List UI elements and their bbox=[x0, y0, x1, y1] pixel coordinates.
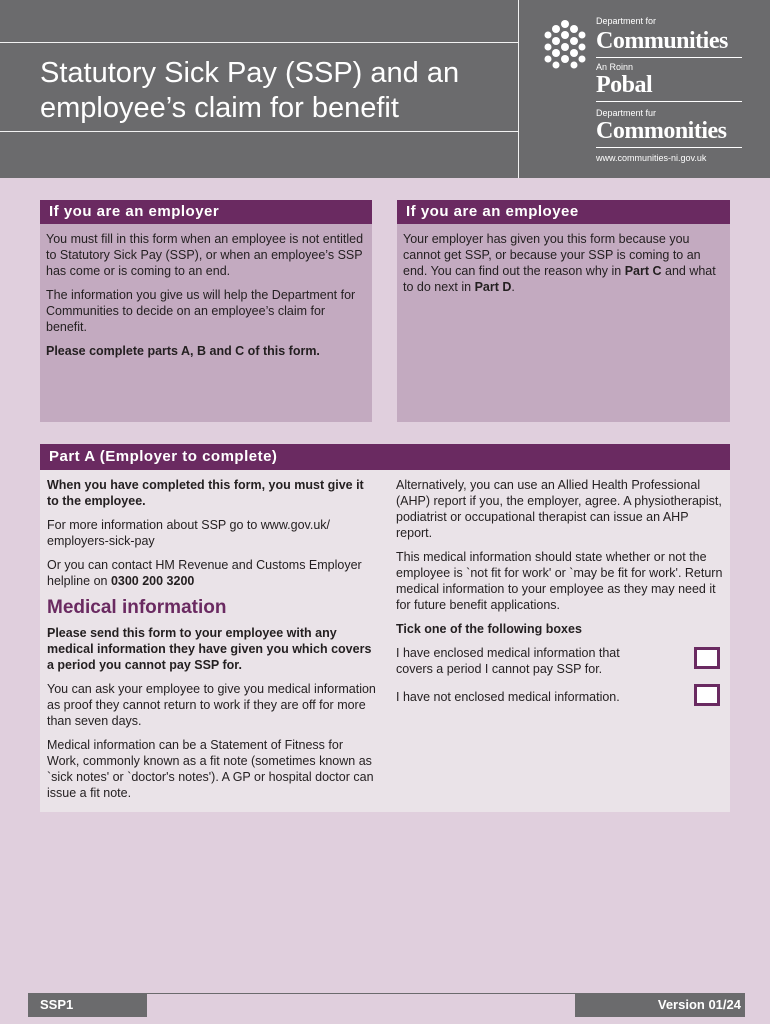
footer-form-code bbox=[28, 993, 147, 1017]
employer-paragraph-2: The information you give us will help the Department for Communities to decide on an employee’s claim for benefit. bbox=[46, 288, 356, 334]
logo-dept-fur: Department fur bbox=[596, 108, 657, 118]
employee-panel bbox=[397, 200, 730, 422]
header-banner bbox=[0, 0, 770, 178]
option-enclosed-row bbox=[396, 645, 726, 677]
employee-panel-body bbox=[403, 231, 722, 303]
logo-url: www.communities-ni.gov.uk bbox=[596, 153, 707, 163]
page-title bbox=[40, 56, 510, 126]
footer-version bbox=[575, 993, 745, 1017]
logo-dept-for: Department for bbox=[596, 16, 657, 26]
hexagon-emblem-icon bbox=[542, 18, 588, 72]
helpline-text: Or you can contact HM Revenue and Customs Employer helpline on bbox=[47, 558, 362, 588]
part-d-ref: Part D bbox=[474, 280, 512, 294]
employee-paragraph bbox=[403, 231, 722, 295]
header-rule-bottom bbox=[0, 131, 518, 132]
header-rule-top bbox=[0, 42, 518, 43]
logo-commonities: Commonities bbox=[596, 118, 727, 144]
logo-rule-3 bbox=[596, 147, 742, 148]
ssp-info-link: For more information about SSP go to www.gov.uk/ employers-sick-pay bbox=[47, 518, 331, 548]
medical-info-title: Medical information bbox=[47, 597, 227, 618]
fitness-paragraph: This medical information should state whether or not the employee is `not fit for work' or `may be fit for work'. Return medical information to your employee as they may need it for future benefit applications. bbox=[396, 550, 723, 612]
medical-instructions: Please send this form to your employee with any medical information they have given you which covers a period you cannot pay SSP for. bbox=[47, 626, 372, 672]
department-logo bbox=[540, 10, 760, 170]
option-not-enclosed-label: I have not enclosed medical information. bbox=[396, 690, 620, 704]
ahp-paragraph: Alternatively, you can use an Allied Health Professional (AHP) report if you, the employer, agree. A physiotherapist, podiatrist or occupational therapist can issue an AHP report. bbox=[396, 478, 722, 540]
employee-text-end: . bbox=[511, 280, 515, 294]
logo-rule-2 bbox=[596, 101, 742, 102]
option-enclosed-checkbox[interactable] bbox=[694, 647, 720, 669]
employer-panel bbox=[40, 200, 372, 422]
part-c-ref: Part C bbox=[624, 264, 662, 278]
form-code-label: SSP1 bbox=[40, 997, 74, 1012]
employee-text-mid: and what to do next in bbox=[403, 264, 716, 294]
logo-pobal: Pobal bbox=[596, 72, 653, 98]
employer-paragraph-1: You must fill in this form when an employee is not entitled to Statutory Sick Pay (SSP), or when an employee’s SSP has come or is coming to an end. bbox=[46, 232, 364, 278]
helpline-number: 0300 200 3200 bbox=[110, 574, 195, 588]
part-a-intro: When you have completed this form, you must give it to the employee. bbox=[47, 478, 364, 508]
helpline-paragraph bbox=[47, 557, 377, 589]
part-a-right-column bbox=[396, 477, 726, 715]
option-not-enclosed-row bbox=[396, 689, 726, 705]
title-line-2: employee’s claim for benefit bbox=[40, 92, 399, 124]
part-a-left-column bbox=[47, 477, 377, 809]
employee-text-start: Your employer has given you this form because you cannot get SSP, or because your SSP is coming to an end. You can find out the reason why in bbox=[403, 232, 701, 278]
medical-paragraph-2: Medical information can be a Statement of Fitness for Work, commonly known as a fit note (sometimes known as `sick notes' or `doctor's notes'). A GP or hospital doctor can issue a fit note. bbox=[47, 738, 374, 800]
logo-communities: Communities bbox=[596, 28, 728, 54]
employer-paragraph-3: Please complete parts A, B and C of this form. bbox=[46, 344, 320, 358]
part-a-heading: Part A (Employer to complete) bbox=[40, 444, 730, 470]
employer-panel-heading: If you are an employer bbox=[40, 200, 372, 224]
logo-rule-1 bbox=[596, 57, 742, 58]
tick-heading: Tick one of the following boxes bbox=[396, 622, 582, 636]
employer-panel-body bbox=[46, 231, 364, 367]
title-line-1: Statutory Sick Pay (SSP) and an bbox=[40, 57, 460, 89]
header-divider bbox=[518, 0, 519, 178]
option-not-enclosed-checkbox[interactable] bbox=[694, 684, 720, 706]
option-enclosed-label: I have enclosed medical information that covers a period I cannot pay SSP for. bbox=[396, 646, 620, 676]
footer-rule bbox=[147, 993, 575, 994]
version-label: Version 01/24 bbox=[657, 997, 741, 1012]
employee-panel-heading: If you are an employee bbox=[397, 200, 730, 224]
part-a-section bbox=[40, 444, 730, 812]
medical-paragraph-1: You can ask your employee to give you medical information as proof they cannot return to work if they are off for more than seven days. bbox=[47, 682, 376, 728]
logo-an-roinn: An Roinn bbox=[596, 62, 634, 72]
